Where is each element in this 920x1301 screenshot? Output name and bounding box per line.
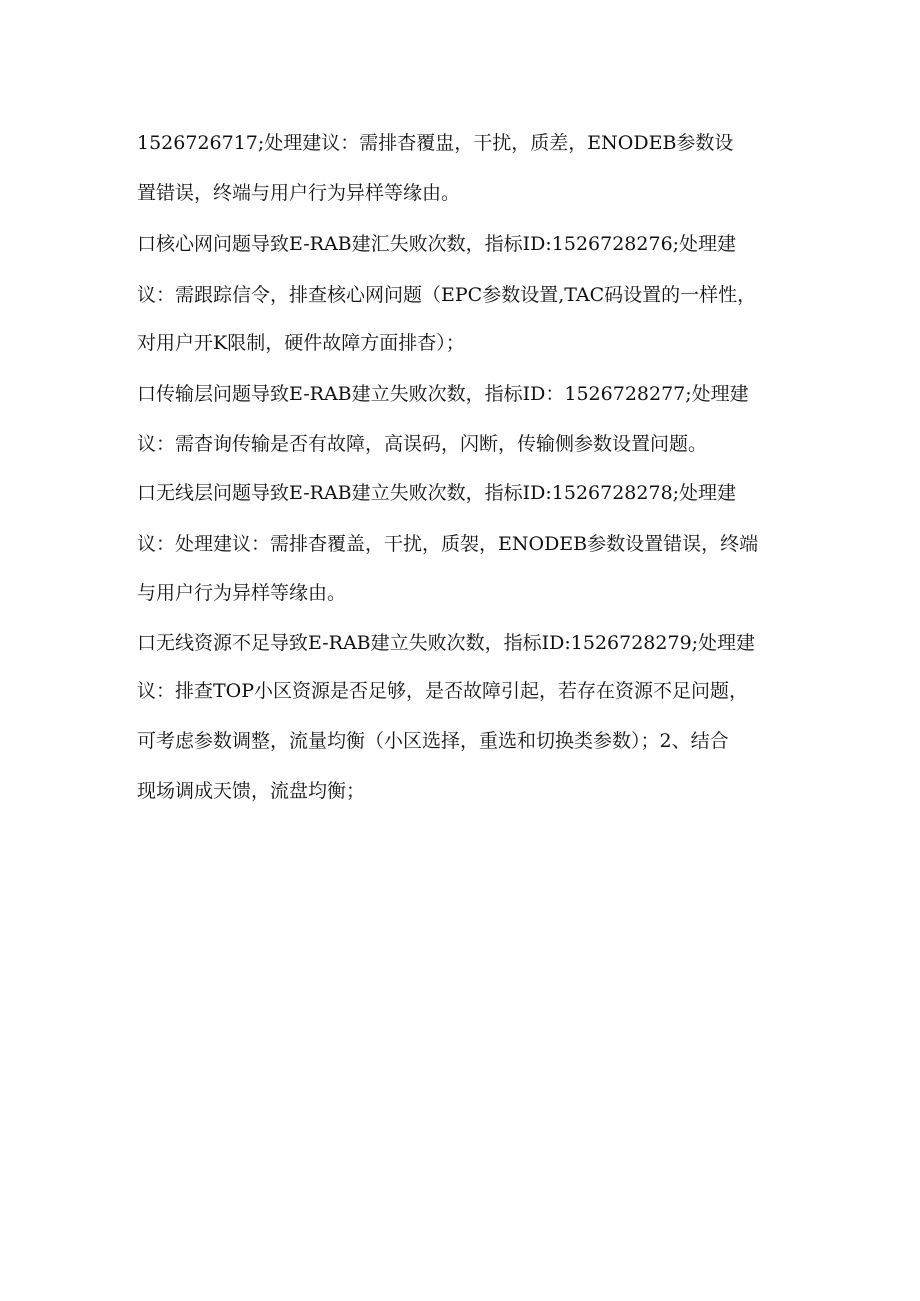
text-line: 口传输层问题导致E-RAB建立失败次数，指标ID：1526728277;处理建	[137, 383, 749, 405]
text-line: 口无线资源不足导致E-RAB建立失败次数，指标ID:1526728279;处理建	[137, 632, 756, 654]
text-line: 对用户开K限制，硬件故障方面排杳）；	[137, 332, 465, 354]
text-line: 口核心网问题导致E-RAB建汇失败次数，指标ID:1526728276;处理建	[137, 233, 737, 255]
text-line: 议：处理建议：需排杳覆盖，干扰，质袈，ENODEB参数设置错误，终端	[137, 533, 759, 555]
text-line: 议：需跟踪信令，排查核心网问题（EPC参数设置,TAC码设置的一样性，	[137, 284, 757, 306]
text-line: 置错误，终端与用户行为异样等缘由。	[137, 182, 461, 204]
text-line: 可考虑参数调整，流量均衡（小区选择，重选和切换类参数）；2、结合	[137, 730, 729, 752]
text-line: 现场调成天馈，流盘均衡；	[137, 780, 366, 802]
text-line: 与用户行为异样等缘由。	[137, 582, 347, 604]
text-line: 1526726717;处理建议：需排杳覆盅，干扰，质差，ENODEB参数设	[137, 132, 734, 154]
text-line: 口无线层问题导致E-RAB建立失败次数，指标ID:1526728278;处理建	[137, 482, 737, 504]
text-line: 议：排查TOP小区资源是否足够，是否故障引起，若存在资源不足问题，	[137, 680, 749, 702]
text-line: 议：需杳询传输是否有故障，高误码，闪断，传输侧参数设置问题。	[137, 433, 708, 455]
